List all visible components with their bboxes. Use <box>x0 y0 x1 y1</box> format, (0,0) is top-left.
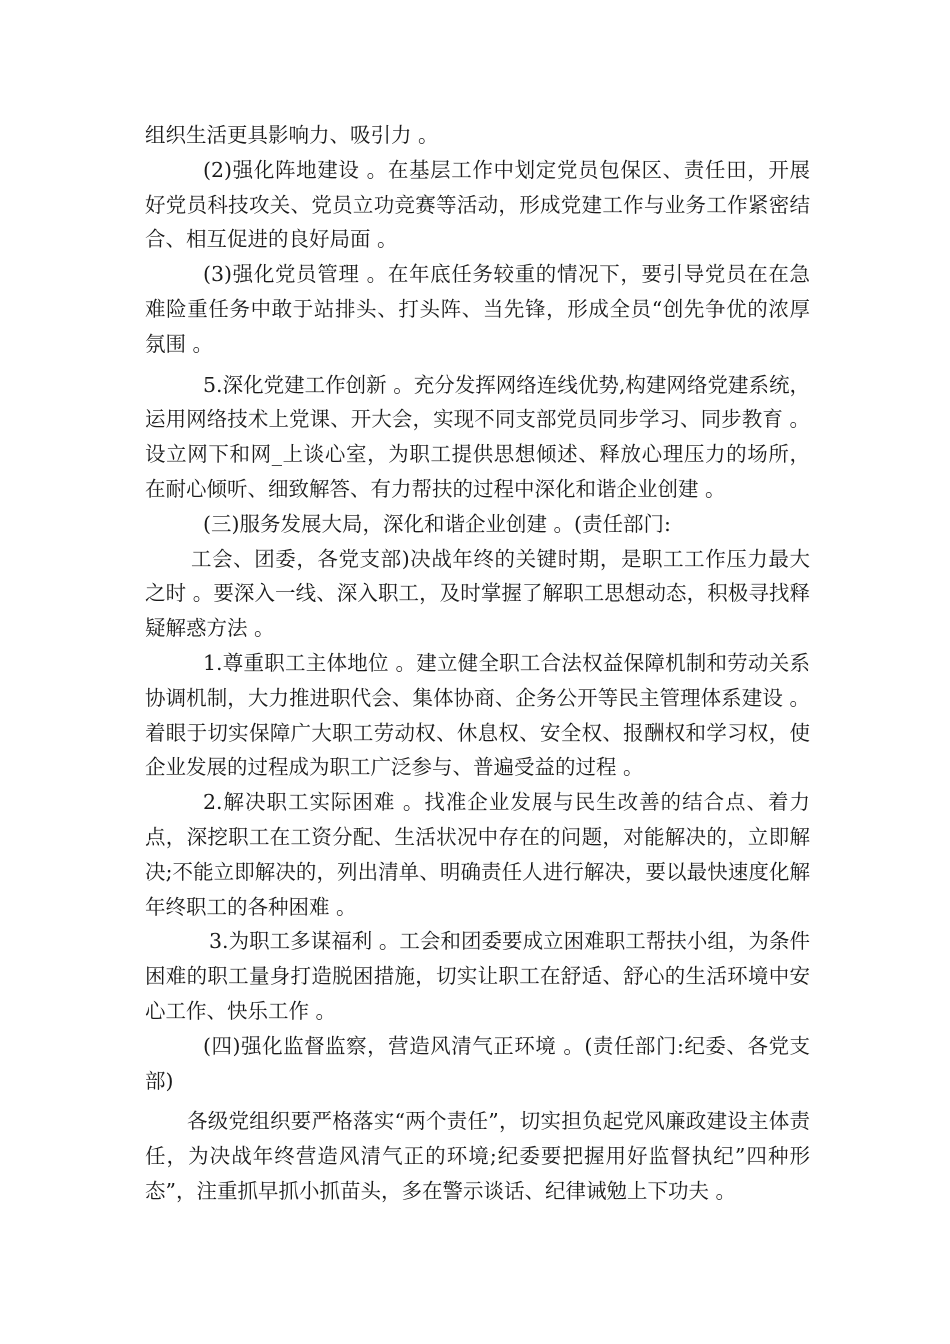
paragraph-4: 5.深化党建工作创新 。充分发挥网络连线优势,构建网络党建系统，运用网络技术上党课、开大会，实现不同支部党员同步学习、同步教育 。设立网下和网_上谈心室，为职工提供思想倾述、释放心理压力的场所，在耐心倾听、细致解答、有力帮扶的过程中深化和谐企业创建 。 <box>145 372 810 501</box>
paragraph-3: (3)强化党员管理 。在年底任务较重的情况下，要引导党员在在急难险重任务中敢于站排头、打头阵、当先锋，形成全员“创先争优的浓厚氛围 。 <box>145 262 810 356</box>
paragraph-8: 2.解决职工实际困难 。找准企业发展与民生改善的结合点、着力点，深挖职工在工资分配、生活状况中存在的问题，对能解决的，立即解决;不能立即解决的，列出清单、明确责任人进行解决，要以最快速度化解年终职工的各种困难 。 <box>145 790 810 919</box>
paragraph-10: (四)强化监督监察，营造风清气正环境 。(责任部门:纪委、各党支部) <box>145 1033 810 1093</box>
paragraph-1: 组织生活更具影响力、吸引力 。 <box>145 123 439 147</box>
paragraph-7: 1.尊重职工主体地位 。建立健全职工合法权益保障机制和劳动关系协调机制，大力推进职代会、集体协商、企务公开等民主管理体系建设 。着眼于切实保障广大职工劳动权、休息权、安全权、报酬权和学习权，使企业发展的过程成为职工广泛参与、普遍受益的过程 。 <box>145 650 810 780</box>
paragraph-2: (2)强化阵地建设 。在基层工作中划定党员包保区、责任田，开展好党员科技攻关、党员立功竞赛等活动，形成党建工作与业务工作紧密结合、相互促进的良好局面 。 <box>145 157 810 252</box>
paragraph-9: 3.为职工多谋福利 。工会和团委要成立困难职工帮扶小组，为条件困难的职工量身打造脱困措施，切实让职工在舒适、舒心的生活环境中安心工作、快乐工作 。 <box>145 929 810 1023</box>
paragraph-5: (三)服务发展大局，深化和谐企业创建 。(责任部门: <box>203 511 671 536</box>
paragraph-11: 各级党组织要严格落实“两个责任”，切实担负起党风廉政建设主体责任，为决战年终营造风清气正的环境;纪委要把握用好监督执纪”四种形态”，注重抓早抓小抓苗头，多在警示谈话、纪律诫勉上下功夫 。 <box>145 1109 810 1203</box>
document-body <box>145 118 810 1209</box>
paragraph-6: 工会、团委，各党支部)决战年终的关键时期，是职工工作压力最大之时 。要深入一线、深入职工，及时掌握了解职工思想动态，积极寻找释疑解惑方法 。 <box>145 546 810 641</box>
